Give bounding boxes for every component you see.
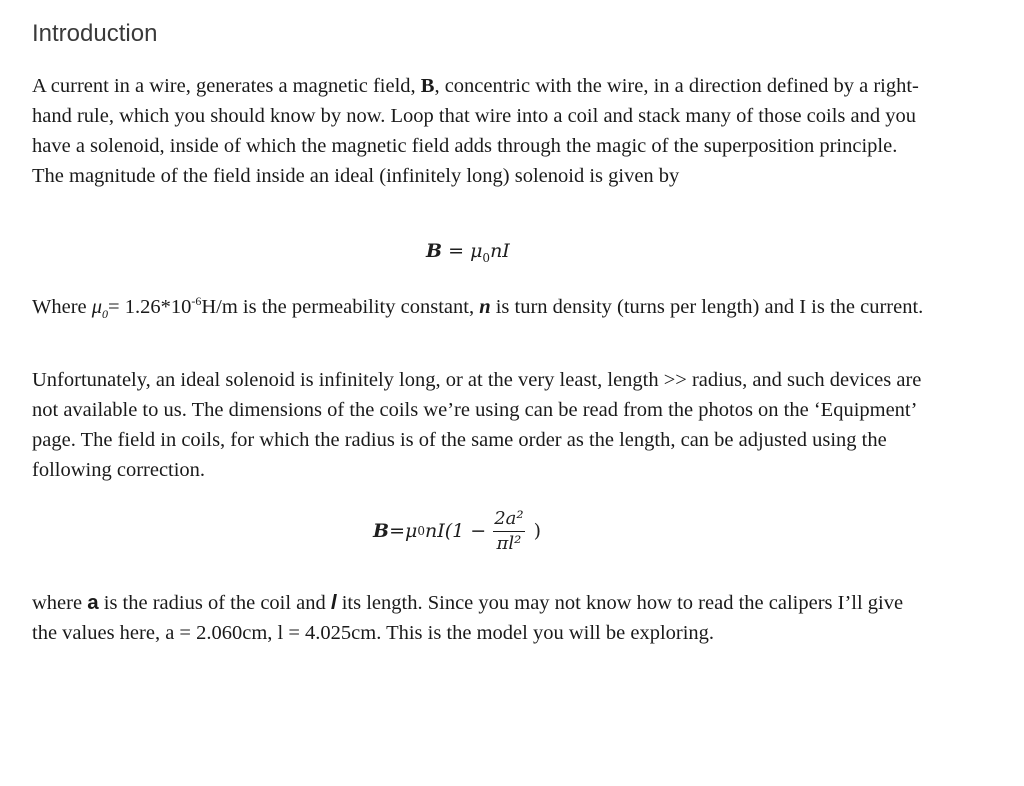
eq2-lhs: B xyxy=(373,519,390,542)
perm-mu: μ xyxy=(91,295,103,318)
values-text-1: where xyxy=(32,592,88,614)
eq2-open: (1 − xyxy=(444,519,487,542)
fraction-numerator: 2a² xyxy=(494,508,524,529)
perm-text-1: Where xyxy=(32,295,92,318)
perm-text-4: is turn density (turns per length) and I is the current. xyxy=(490,295,924,318)
correction-fraction xyxy=(490,508,527,553)
values-text-2: is the radius of the coil and xyxy=(98,592,331,614)
eq1-lhs: B xyxy=(426,240,443,262)
eq2-mu: μ xyxy=(404,519,418,542)
ideal-solenoid-equation xyxy=(426,240,510,265)
section-heading: Introduction xyxy=(32,20,158,47)
eq2-close: ) xyxy=(533,519,542,542)
corrected-solenoid-equation xyxy=(373,508,541,553)
fraction-denominator: πl² xyxy=(493,531,526,553)
permeability-paragraph xyxy=(32,285,932,330)
eq2-rest: nI xyxy=(424,519,445,542)
magnetic-field-symbol: B xyxy=(420,75,435,97)
eq2-mu-subscript: 0 xyxy=(417,523,425,538)
perm-exponent: -6 xyxy=(191,294,202,308)
eq2-equals: = xyxy=(389,519,405,542)
values-text-3: its length. Since you may not know how to read the calipers I’ll give the values here, a = 2.060cm, l = 4.025cm. This is the model you will be exploring. xyxy=(32,592,904,644)
length-symbol: l xyxy=(330,591,337,614)
turn-density-symbol: n xyxy=(479,295,491,318)
eq1-rest: nI xyxy=(490,240,510,262)
eq1-equals: = xyxy=(442,240,471,262)
eq1-mu-subscript: 0 xyxy=(482,250,491,265)
perm-mu-subscript: 0 xyxy=(102,306,109,321)
correction-paragraph: Unfortunately, an ideal solenoid is infinitely long, or at the very least, length >> radius, and such devices are not available to us. The dimensions of the coils we’re using can be read from the photos on the ‘Equipment’ page. The field in coils, for which the radius is of the same order as the length, can be adjusted using the following correction. xyxy=(32,369,922,481)
eq1-mu: μ xyxy=(470,240,483,262)
values-paragraph xyxy=(32,588,932,648)
radius-symbol: a xyxy=(87,591,99,614)
intro-text-1: A current in a wire, generates a magnetic field, xyxy=(32,75,421,97)
perm-text-2: = 1.26*10 xyxy=(108,295,192,318)
intro-text-2: , concentric with the wire, in a direction defined by a right-hand rule, which you should know by now. Loop that wire into a coil and stack many of those coils and you have a solenoid, inside of which the magnetic field adds through the magic of the superposition principle. The magnitude of the field inside an ideal (infinitely long) solenoid is given by xyxy=(32,75,919,187)
perm-text-3: H/m is the permeability constant, xyxy=(201,295,480,318)
intro-paragraph xyxy=(32,71,932,191)
